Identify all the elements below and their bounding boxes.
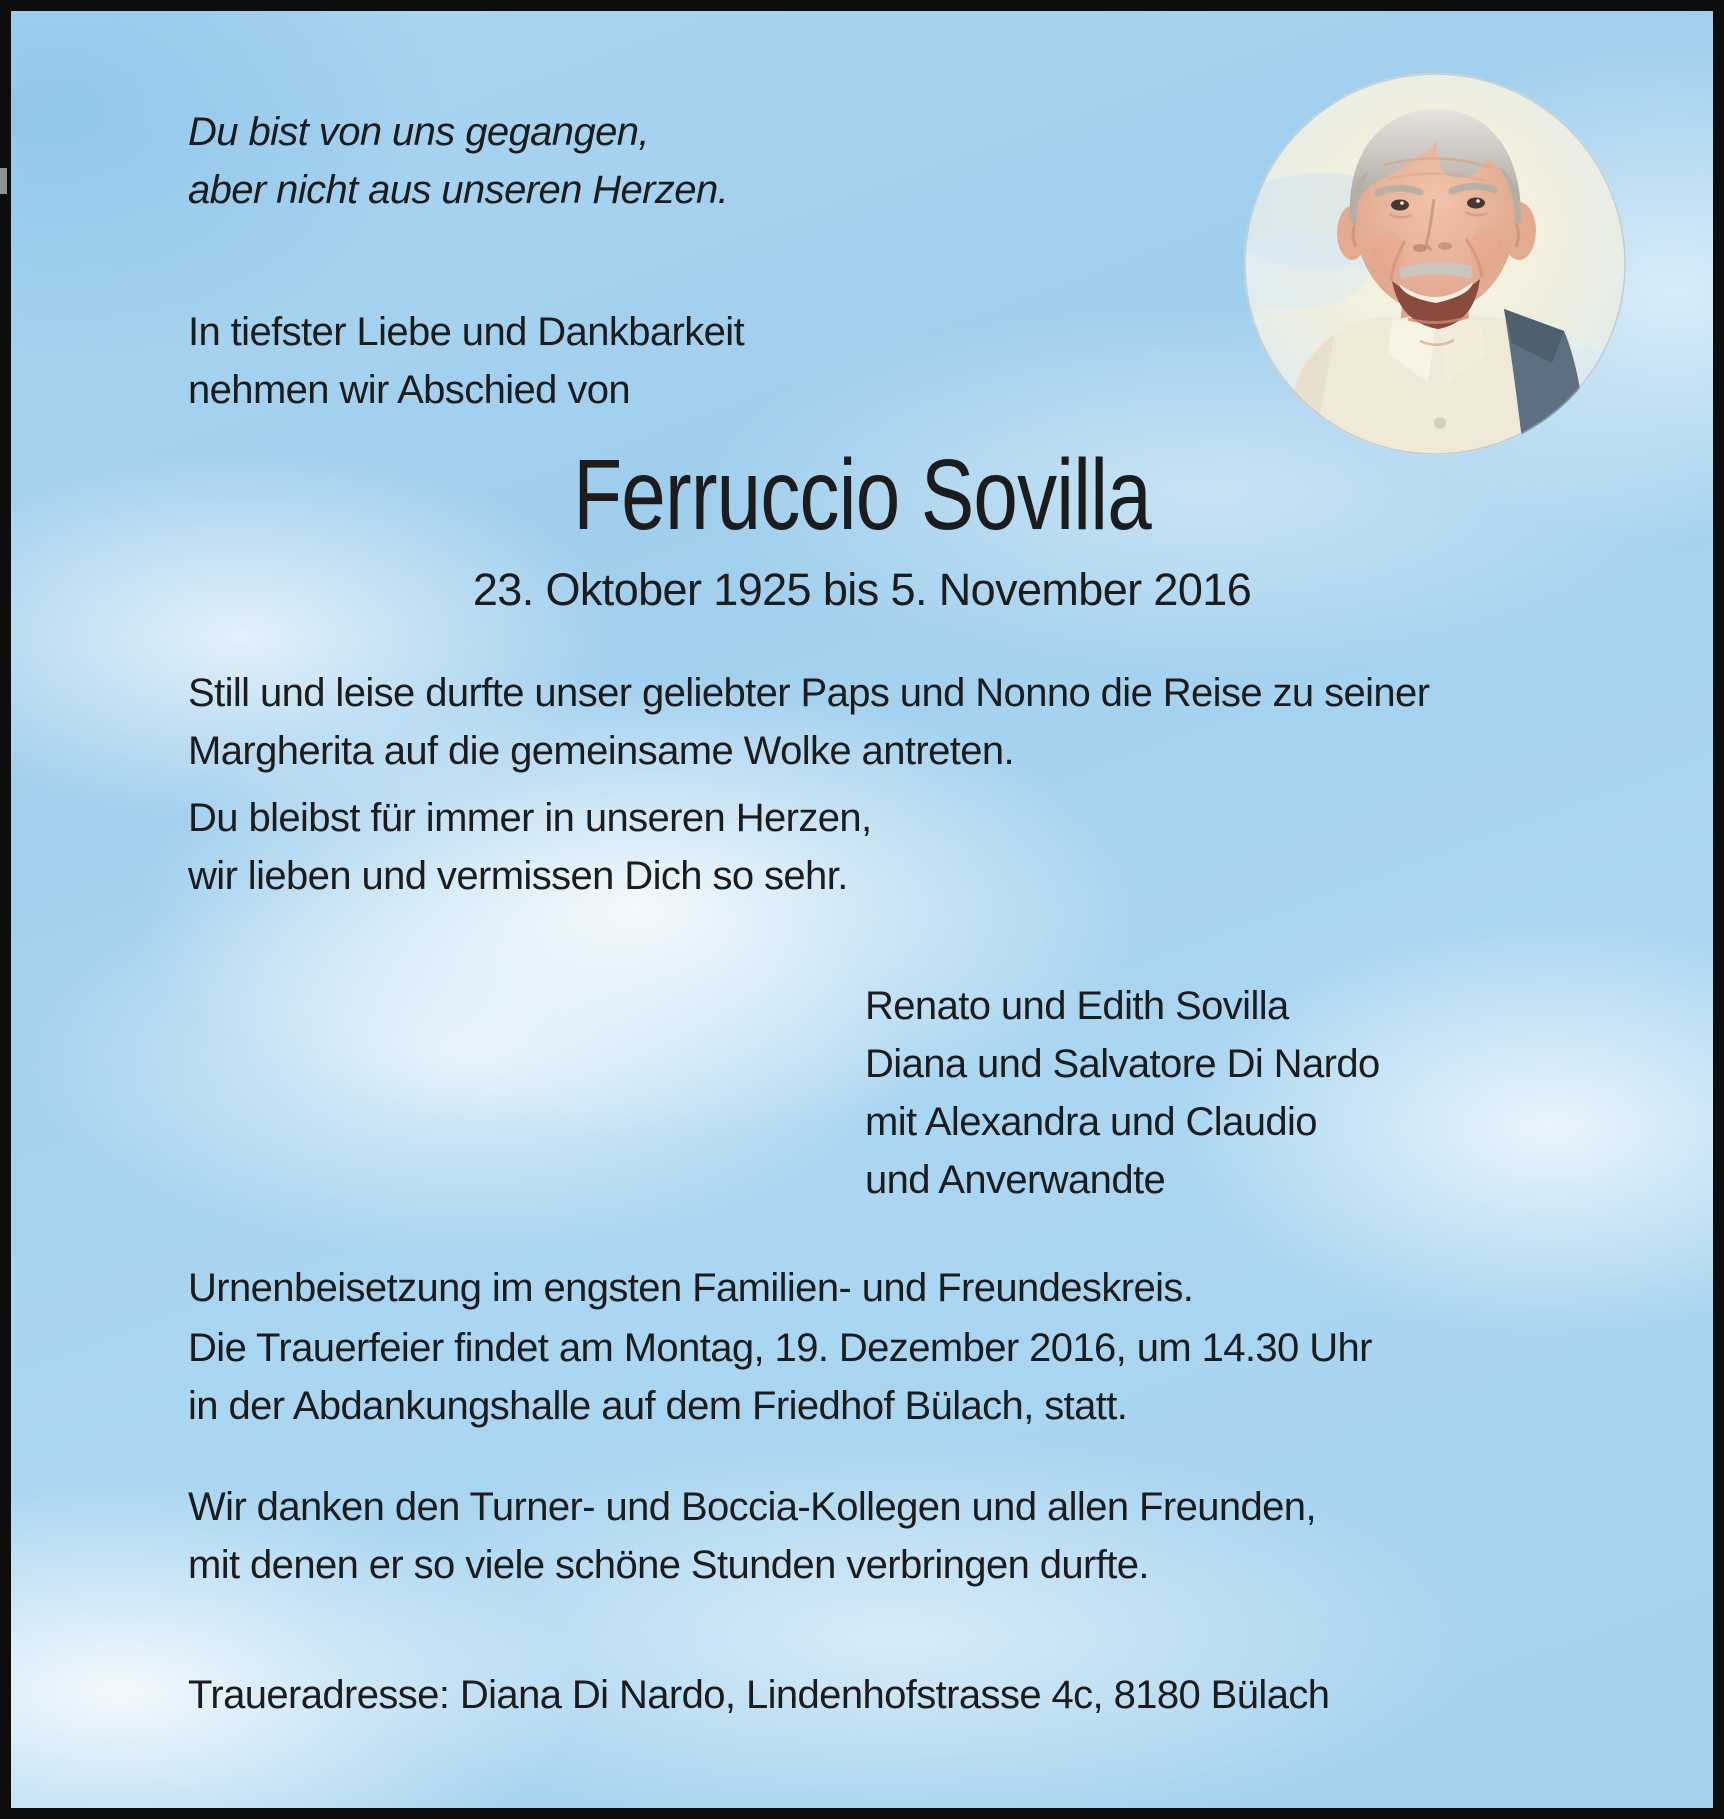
intro-line: nehmen wir Abschied von xyxy=(188,368,631,412)
paragraph-line: Margherita auf die gemeinsame Wolke antreten. xyxy=(188,729,1015,773)
epigraph-line: aber nicht aus unseren Herzen. xyxy=(188,168,729,212)
intro xyxy=(188,303,744,419)
mourner-line: Diana und Salvatore Di Nardo xyxy=(865,1042,1380,1086)
thanks-paragraph xyxy=(188,1478,1316,1594)
paragraph-line: wir lieben und vermissen Dich so sehr. xyxy=(188,854,848,898)
obituary-paragraph xyxy=(188,789,872,905)
thanks-line: Wir danken den Turner- und Boccia-Kollegen und allen Freunden, xyxy=(188,1485,1316,1529)
ceremony-line: in der Abdankungshalle auf dem Friedhof Bülach, statt. xyxy=(188,1384,1128,1428)
ceremony-line: Die Trauerfeier findet am Montag, 19. Dezember 2016, um 14.30 Uhr xyxy=(188,1326,1372,1370)
obituary-paragraph xyxy=(188,664,1429,780)
epigraph xyxy=(188,103,728,219)
life-dates: 23. Oktober 1925 bis 5. November 2016 xyxy=(472,564,1252,615)
intro-line: In tiefster Liebe und Dankbarkeit xyxy=(188,310,745,354)
mourner-line: mit Alexandra und Claudio xyxy=(865,1100,1317,1144)
epigraph-line: Du bist von uns gegangen, xyxy=(188,110,649,154)
scan-artifact xyxy=(0,168,7,194)
mourner-line: und Anverwandte xyxy=(865,1158,1166,1202)
ceremony-details xyxy=(188,1319,1372,1435)
portrait-photo xyxy=(1242,71,1628,457)
paragraph-line: Still und leise durfte unser geliebter Paps und Nonno die Reise zu seiner xyxy=(188,671,1430,715)
mourners-list xyxy=(865,977,1380,1209)
burial-note: Urnenbeisetzung im engsten Familien- und Freundeskreis. xyxy=(188,1266,1194,1310)
thanks-line: mit denen er so viele schöne Stunden verbringen durfte. xyxy=(188,1543,1149,1587)
paragraph-line: Du bleibst für immer in unseren Herzen, xyxy=(188,796,872,840)
deceased-name: Ferruccio Sovilla xyxy=(573,439,1151,551)
portrait-illustration xyxy=(1242,71,1628,457)
mourner-line: Renato und Edith Sovilla xyxy=(865,984,1289,1028)
mourning-address: Traueradresse: Diana Di Nardo, Lindenhofstrasse 4c, 8180 Bülach xyxy=(188,1673,1330,1717)
